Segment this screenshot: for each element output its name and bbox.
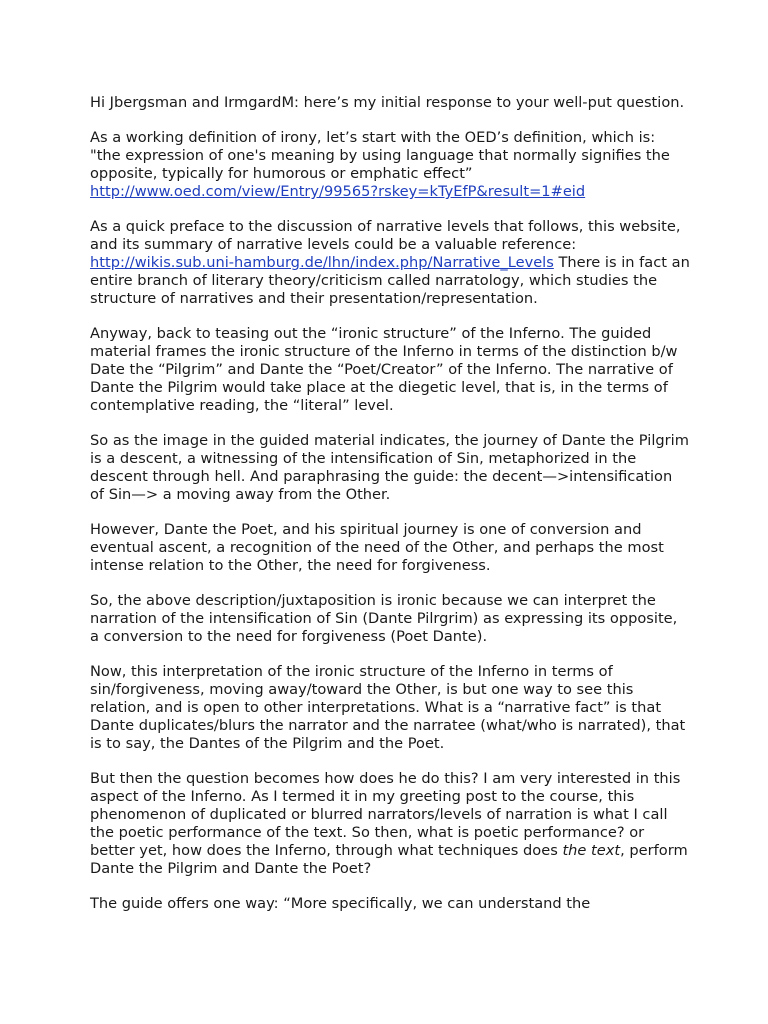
narrative-levels-link[interactable]: http://wikis.sub.uni-hamburg.de/lhn/index.php/Narrative_Levels (90, 254, 554, 271)
paragraph-text: So as the image in the guided material indicates, the journey of Dante the Pilgrim is a descent, a witnessing of the intensification of Sin, metaphorized in the descent through hell. And paraphrasing the guide: the decent—>intensification of Sin—> a moving away from the Other. (90, 432, 689, 503)
paragraph-poetic-performance (90, 770, 690, 878)
paragraph-juxtaposition (90, 592, 690, 646)
paragraph-narrative-levels (90, 218, 690, 308)
paragraph-pilgrim-descent (90, 432, 690, 504)
paragraph-text: As a working definition of irony, let’s start with the OED’s definition, which is: "the expression of one's meaning by using language that normally signifies the opposite, typically for humorous or emphatic effect” (90, 129, 670, 182)
paragraph-interpretation (90, 663, 690, 753)
paragraph-text: However, Dante the Poet, and his spiritual journey is one of conversion and eventual ascent, a recognition of the need of the Other, and perhaps the most intense relation to the Other, the need for forgiveness. (90, 521, 664, 574)
oed-link[interactable]: http://www.oed.com/view/Entry/99565?rskey=kTyEfP&result=1#eid (90, 183, 586, 200)
emphasis-text: the text (562, 842, 621, 859)
paragraph-ironic-structure (90, 325, 690, 415)
paragraph-irony-definition (90, 129, 690, 201)
paragraph-poet-ascent (90, 521, 690, 575)
paragraph-text: There is in fact an entire branch of literary theory/criticism called narratology, which studies the structure of narratives and their presentation/representation. (90, 254, 690, 307)
paragraph-text: Now, this interpretation of the ironic structure of the Inferno in terms of sin/forgiveness, moving away/toward the Other, is but one way to see this relation, and is open to other interpretations. What is a “narrative fact” is that Dante duplicates/blurs the narrator and the narratee (what/who is narrated), that is to say, the Dantes of the Pilgrim and the Poet. (90, 663, 686, 752)
paragraph-text: Hi Jbergsman and IrmgardM: here’s my initial response to your well-put question. (90, 94, 685, 111)
paragraph-text: But then the question becomes how does he do this? I am very interested in this aspect of the Inferno. As I termed it in my greeting post to the course, this phenomenon of duplicated or blurred narrators/levels of narration is what I call the poetic performance of the text. So then, what is poetic performance? or better yet, how does the Inferno, through what techniques does (90, 770, 681, 859)
paragraph-text: As a quick preface to the discussion of narrative levels that follows, this website, and its summary of narrative levels could be a valuable reference: (90, 218, 681, 253)
paragraph-text: Anyway, back to teasing out the “ironic structure” of the Inferno. The guided material frames the ironic structure of the Inferno in terms of the distinction b/w Date the “Pilgrim” and Dante the “Poet/Creator” of the Inferno. The narrative of Dante the Pilgrim would take place at the diegetic level, that is, in the terms of contemplative reading, the “literal” level. (90, 325, 678, 414)
paragraph-text: , perform Dante the Pilgrim and Dante the Poet? (90, 842, 688, 877)
paragraph-text: The guide offers one way: “More specifically, we can understand the (90, 895, 591, 912)
paragraph-text: So, the above description/juxtaposition is ironic because we can interpret the narration of the intensification of Sin (Dante Pilrgrim) as expressing its opposite, a conversion to the need for forgiveness (Poet Dante). (90, 592, 678, 645)
paragraph-greeting (90, 94, 690, 112)
paragraph-guide (90, 895, 690, 913)
document-page (90, 94, 690, 930)
